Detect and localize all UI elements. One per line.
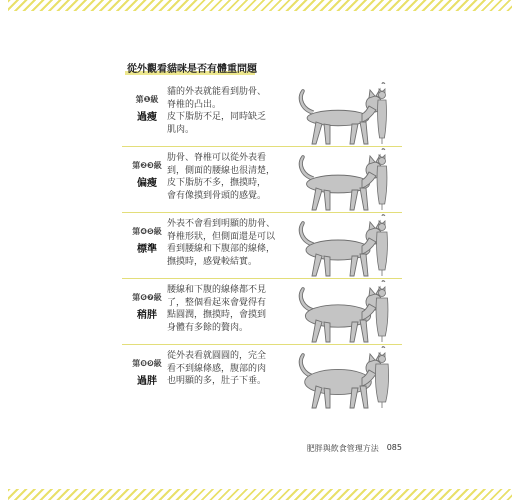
level-name: 稍胖 bbox=[137, 310, 157, 321]
level-name: 過胖 bbox=[137, 376, 157, 387]
level-description: 肋骨、脊椎可以從外表看 到，側面的腰線也很清楚， 皮下脂肪不多，撫摸時， 會有像摸到骨頭的感覺。 bbox=[167, 153, 276, 201]
level-badge bbox=[128, 292, 166, 321]
cat-top-view-illustration bbox=[372, 80, 392, 146]
level-description: 外表不會看到明顯的肋骨、 脊椎形狀，但側面還是可以 看到腰線和下腹部的線條， 撫摸時，感覺較結實。 bbox=[167, 219, 276, 267]
level-number: 第❽❾級 bbox=[132, 359, 162, 368]
top-stripe-decoration bbox=[8, 0, 512, 11]
weight-level-row bbox=[122, 278, 402, 344]
level-badge bbox=[128, 226, 166, 255]
bottom-stripe-decoration bbox=[8, 489, 512, 500]
level-number: 第❻❼級 bbox=[132, 293, 162, 302]
level-number: 第❹❺級 bbox=[132, 227, 162, 236]
level-name: 標準 bbox=[137, 244, 157, 255]
weight-level-row bbox=[122, 146, 402, 212]
level-badge bbox=[128, 94, 166, 123]
level-badge bbox=[128, 358, 166, 387]
level-description: 從外表看就圓圓的，完全 看不到線條感，腹部的肉 也明顯的多，肚子下垂。 bbox=[167, 351, 267, 386]
weight-level-row bbox=[122, 344, 402, 410]
level-name: 偏瘦 bbox=[137, 178, 157, 189]
level-number: 第❶級 bbox=[135, 95, 159, 104]
cat-top-view-illustration bbox=[372, 278, 392, 344]
weight-level-row bbox=[122, 80, 402, 146]
level-badge bbox=[128, 160, 166, 189]
cat-top-view-illustration bbox=[372, 146, 392, 212]
level-number: 第❷❸級 bbox=[132, 161, 162, 170]
level-description: 貓的外表就能看到肋骨、 脊椎的凸出。 皮下脂肪不足，同時缺乏 肌肉。 bbox=[167, 87, 267, 135]
level-name: 過瘦 bbox=[137, 112, 157, 123]
cat-top-view-illustration bbox=[372, 344, 392, 410]
weight-level-row bbox=[122, 212, 402, 278]
page-footer bbox=[307, 443, 402, 454]
level-description: 腰線和下腹的線條都不見 了，整個看起來會覺得有 點圓潤，撫摸時，會摸到 身體有多餘的贅肉。 bbox=[167, 285, 267, 333]
page-title: 從外觀看貓咪是否有體重問題 bbox=[127, 64, 257, 75]
page-number: 085 bbox=[386, 443, 402, 452]
cat-top-view-illustration bbox=[372, 212, 392, 278]
footer-section-title: 肥胖與飲食管理方法 bbox=[306, 444, 379, 453]
